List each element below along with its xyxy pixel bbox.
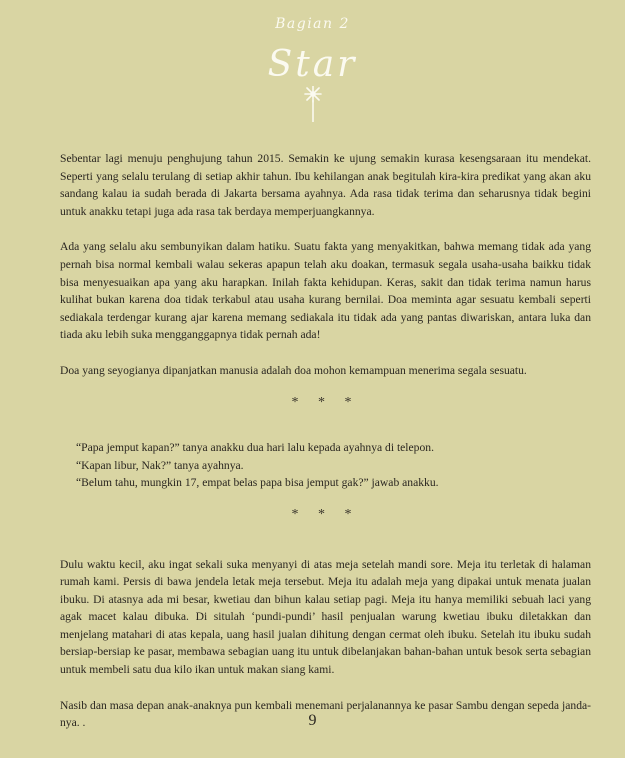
dialog-block xyxy=(60,439,591,492)
dialog-line: “Belum tahu, mungkin 17, empat belas papa bisa jemput gak?” jawab anakku. xyxy=(76,476,439,490)
paragraph: Doa yang seyogianya dipanjatkan manusia adalah doa mohon kemampuan menerima segala sesuatu. xyxy=(60,363,527,377)
paragraph: Dulu waktu kecil, aku ingat sekali suka menyanyi di atas meja setelah mandi sore. Meja itu terletak di halaman rumah kami. Persis di bawa jendela letak meja tersebut. Meja itu adalah meja yang dipakai untuk menata jualan ibuku. Di atasnya ada mi besar, kwetiau dan bihun kalau setiap pagi. Meja itu hanya memiliki sebuah laci yang agak macet kalau dibuka. Di situlah ‘pundi-pundi’ hasil penjualan warung kwetiau ibuku diletakkan dan menjelang matahari di atas kepala, uang hasil jualan dihitung dengan cermat oleh ibuku. Setelah itu ibuku sudah bersiap-bersiap ke pasar, membawa sebagian uang itu untuk dibelanjakan bahan-bahan untuk besok serta sebagian untuk membeli satu dua kilo ikan untuk makan siang kami. xyxy=(60,557,591,677)
chapter-body xyxy=(60,150,591,750)
section-separator: * * * xyxy=(291,506,360,522)
paragraph: Nasib dan masa depan anak-anaknya pun kembali menemani perjalanannya ke pasar Sambu dengan sepeda janda-nya. . xyxy=(60,698,591,730)
chapter-header xyxy=(0,14,625,122)
dialog-line: “Kapan libur, Nak?” tanya ayahnya. xyxy=(76,458,244,472)
flower-ornament-icon xyxy=(303,86,323,122)
chapter-title: Star xyxy=(267,44,358,85)
paragraph: Ada yang selalu aku sembunyikan dalam hatiku. Suatu fakta yang menyakitkan, bahwa memang tidak ada yang pernah bisa normal kembali walau sekeras apapun telah aku doakan, termasuk segala usaha-usaha baikku tidak bisa menyesuaikan apa yang aku harapkan. Inilah fakta kehidupan. Keras, sakit dan tidak terima namun harus kulihat bukan karena doa tidak terkabul atau usaha kurang bernilai. Doa meminta agar sesuatu kembali seperti sediakala terdengar kurang ajar karena memang sediakala itu tidak ada yang pantas diwariskan, antara luka dan tiada aku lebih suka mengganggapnya tidak pernah ada! xyxy=(60,240,591,342)
section-separator: * * * xyxy=(291,394,360,410)
chapter-label: Bagian 2 xyxy=(275,16,350,32)
dialog-line: “Papa jemput kapan?” tanya anakku dua hari lalu kepada ayahnya di telepon. xyxy=(76,441,434,455)
page-number: 9 xyxy=(308,712,317,729)
paragraph: Sebentar lagi menuju penghujung tahun 2015. Semakin ke ujung semakin kurasa kesengsaraan itu mendekat. Seperti yang selalu terulang di setiap akhir tahun. Ibu kehilangan anak begitulah kira-kira predikat yang akan aku sandang kalau ia sudah berada di Jakarta bersama ayahnya. Ada rasa tidak terima dan seharusnya tidak begini untuk anakku tetapi juga ada rasa tak berdaya memperjuangkannya. xyxy=(60,152,591,218)
